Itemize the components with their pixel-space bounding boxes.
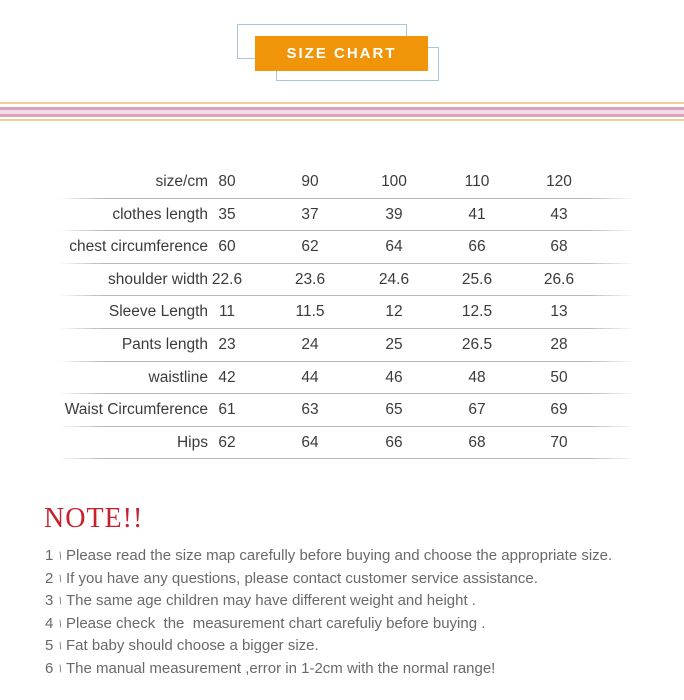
ideographic-comma-icon: \ <box>57 640 63 653</box>
note-text: The manual measurement ,error in 1-2cm with the normal range! <box>66 659 496 677</box>
row-value: 66 <box>468 238 486 256</box>
row-value: 68 <box>468 433 486 451</box>
row-value: 43 <box>550 205 568 223</box>
row-value: 11 <box>218 303 236 321</box>
row-value: 23 <box>218 335 236 353</box>
row-label: shoulder width <box>108 270 208 288</box>
row-value: 50 <box>550 368 568 386</box>
row-value: 25 <box>385 335 403 353</box>
row-value: 26.6 <box>543 270 575 288</box>
row-value: 110 <box>464 173 490 190</box>
table-row <box>58 394 638 427</box>
row-label: Hips <box>176 433 208 451</box>
row-value: 66 <box>385 433 403 451</box>
row-value: 41 <box>468 205 486 223</box>
row-value: 69 <box>550 401 568 419</box>
note-text: Please check the measurement chart carefuliy before buying . <box>66 614 486 632</box>
row-value: 68 <box>550 238 568 256</box>
note-item <box>45 613 655 636</box>
row-value: 46 <box>385 368 403 386</box>
row-value: 80 <box>218 173 236 190</box>
row-label: Waist Circumference <box>64 401 208 419</box>
row-value: 42 <box>218 368 236 386</box>
note-item <box>45 590 655 613</box>
table-row <box>58 329 638 362</box>
row-value: 39 <box>385 205 403 223</box>
row-value: 23.6 <box>294 270 326 288</box>
note-number: 2 <box>45 569 54 587</box>
row-value: 100 <box>381 173 407 190</box>
row-value: 22.6 <box>211 270 243 288</box>
row-value: 65 <box>385 401 403 419</box>
note-text: If you have any questions, please contact customer service assistance. <box>66 569 538 587</box>
divider-gold-line-top <box>0 102 684 104</box>
divider-pink-band <box>0 107 684 117</box>
row-value: 35 <box>218 205 236 223</box>
divider-gold-line-bottom <box>0 119 684 121</box>
note-number: 6 <box>45 659 54 677</box>
row-label: Sleeve Length <box>108 303 208 321</box>
note-item <box>45 635 655 658</box>
row-value: 61 <box>218 401 236 419</box>
row-value: 62 <box>218 433 236 451</box>
note-number: 5 <box>45 637 54 654</box>
ideographic-comma-icon: \ <box>57 595 63 608</box>
ideographic-comma-icon: \ <box>57 573 63 585</box>
note-number: 4 <box>45 614 54 632</box>
table-row <box>58 427 638 460</box>
table-row <box>58 231 638 264</box>
table-row <box>58 264 638 297</box>
row-value: 37 <box>301 205 319 223</box>
row-value: 48 <box>468 368 486 386</box>
ideographic-comma-icon: \ <box>57 618 63 630</box>
row-value: 26.5 <box>461 335 493 353</box>
row-label: waistline <box>148 368 208 386</box>
row-value: 90 <box>301 173 319 190</box>
size-table <box>58 166 638 459</box>
note-number: 3 <box>45 592 54 609</box>
row-label: chest circumference <box>69 238 208 256</box>
note-text: Please read the size map carefully before buying and choose the appropriate size. <box>66 547 613 564</box>
table-row <box>58 296 638 329</box>
row-value: 11.5 <box>295 303 325 321</box>
row-value: 28 <box>550 335 568 353</box>
table-header-row <box>58 166 638 199</box>
note-number: 1 <box>45 547 54 564</box>
note-list <box>45 545 655 680</box>
note-item <box>45 568 655 591</box>
note-text: Fat baby should choose a bigger size. <box>66 637 319 654</box>
row-value: 120 <box>546 173 572 190</box>
row-value: 62 <box>301 238 319 256</box>
table-row <box>58 199 638 232</box>
row-value: 12 <box>385 303 403 321</box>
row-value: 24.6 <box>378 270 410 288</box>
ideographic-comma-icon: \ <box>57 550 63 563</box>
row-value: 24 <box>301 335 319 353</box>
row-value: 12.5 <box>461 303 493 321</box>
row-value: 67 <box>468 401 486 419</box>
row-value: 70 <box>550 433 568 451</box>
note-item <box>45 658 655 681</box>
row-value: 64 <box>301 433 319 451</box>
row-label: clothes length <box>112 205 208 223</box>
row-value: 13 <box>550 303 568 321</box>
table-row <box>58 362 638 395</box>
row-value: 64 <box>385 238 403 256</box>
row-value: 63 <box>301 401 319 419</box>
note-text: The same age children may have different weight and height . <box>66 592 476 609</box>
row-label: Pants length <box>121 335 208 353</box>
row-value: 44 <box>301 368 319 386</box>
ideographic-comma-icon: \ <box>57 663 63 675</box>
row-value: 60 <box>218 238 236 256</box>
note-item <box>45 545 655 568</box>
row-label: size/cm <box>155 173 208 190</box>
page-title: SIZE CHART <box>255 36 428 71</box>
note-heading: NOTE!! <box>44 503 144 534</box>
row-value: 25.6 <box>461 270 493 288</box>
